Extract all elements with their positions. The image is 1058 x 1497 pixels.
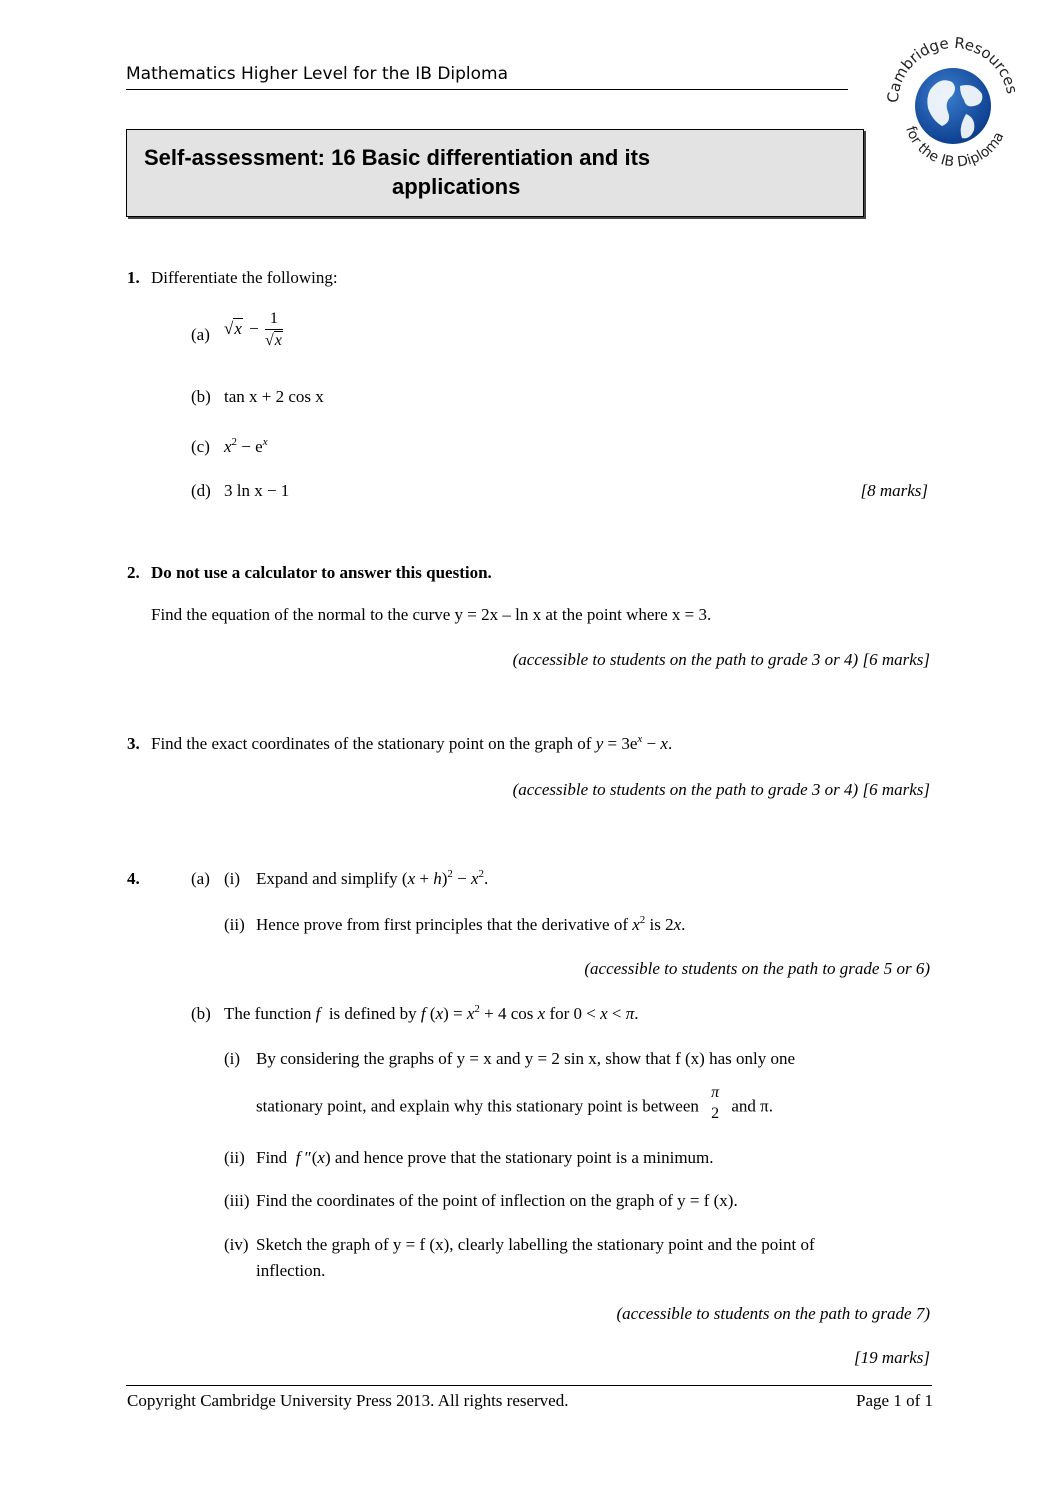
globe-icon [915, 68, 991, 144]
q1c-label: (c) [191, 437, 210, 456]
footer-page-number: Page 1 of 1 [856, 1391, 933, 1410]
svg-text:for the IB Diploma: for the IB Diploma [902, 124, 1008, 171]
q4b-accessibility: (accessible to students on the path to grade 7) [616, 1304, 930, 1323]
q3-number: 3. [127, 734, 140, 753]
q4bi-line1: By considering the graphs of y = x and y = 2 sin x, show that f (x) has only one [256, 1049, 796, 1068]
q4b-label: (b) [191, 1004, 211, 1023]
footer-copyright: Copyright Cambridge University Press 2013. All rights reserved. [127, 1391, 569, 1410]
q4biv-label: (iv) [224, 1235, 249, 1254]
q4bi-label: (i) [224, 1049, 241, 1068]
q4aii-text: Hence prove from first principles that the derivative of $x^2$ is 2x. [256, 914, 686, 934]
q4-number: 4. [127, 869, 140, 888]
page-title-line2: applications [392, 174, 521, 199]
q2-instruction: Do not use a calculator to answer this question. [151, 563, 492, 582]
q1a-label: (a) [191, 325, 210, 344]
q2-number: 2. [127, 563, 140, 582]
q4bi-line2: stationary point, and explain why this stationary point is between π 2 and π. [256, 1084, 774, 1122]
q3-accessibility: (accessible to students on the path to grade 3 or 4) [6 marks] [512, 780, 930, 799]
q1d-label: (d) [191, 481, 211, 500]
q1b-expression: tan x + 2 cos x [224, 387, 324, 406]
q1-number: 1. [127, 268, 140, 287]
header-divider [126, 89, 848, 90]
q4ai-label: (i) [224, 869, 241, 888]
header-title: Mathematics Higher Level for the IB Diploma [126, 64, 509, 84]
q4bii-label: (ii) [224, 1148, 245, 1167]
q1a-expression: √x − $\frac{1}{√x}$ [224, 310, 282, 349]
q4-marks: [19 marks] [853, 1348, 930, 1367]
q3-text: Find the exact coordinates of the stationary point on the graph of $y = 3e^x - x$. [151, 733, 673, 753]
q4a-label: (a) [191, 869, 210, 888]
q4biv-line1: Sketch the graph of y = f (x), clearly labelling the stationary point and the point of [256, 1235, 815, 1254]
q1d-expression: 3 ln x − 1 [224, 481, 290, 500]
q4biii-text: Find the coordinates of the point of inflection on the graph of y = f (x). [256, 1191, 738, 1210]
q1b-label: (b) [191, 387, 211, 406]
page-title-line1: Self-assessment: 16 Basic differentiation and its [144, 145, 651, 170]
q1-text: Differentiate the following: [151, 268, 338, 287]
q1-marks: [8 marks] [860, 481, 928, 500]
q4b-text: The function f is defined by f $(x) = x^2 + 4$ cos x for 0 < x < π. [224, 1003, 639, 1023]
svg-text:Cambridge Resources: Cambridge Resources [883, 33, 1022, 104]
q2-accessibility: (accessible to students on the path to grade 3 or 4) [6 marks] [512, 650, 930, 669]
q4aii-label: (ii) [224, 915, 245, 934]
q4a-accessibility: (accessible to students on the path to grade 5 or 6) [584, 959, 930, 978]
q4bii-text: Find f ″(x) and hence prove that the stationary point is a minimum. [256, 1148, 714, 1167]
q4biv-line2: inflection. [256, 1261, 326, 1280]
q4ai-text: Expand and simplify $(x + h)^2 - x^2$. [256, 868, 489, 888]
cambridge-globe-logo [878, 28, 1028, 178]
q1c-expression: $x^2 - e^x$ [224, 436, 268, 456]
title-box [126, 129, 864, 217]
footer-divider [126, 1385, 932, 1386]
q2-text: Find the equation of the normal to the curve y = 2x – ln x at the point where x = 3. [151, 605, 712, 624]
q4biii-label: (iii) [224, 1191, 250, 1210]
